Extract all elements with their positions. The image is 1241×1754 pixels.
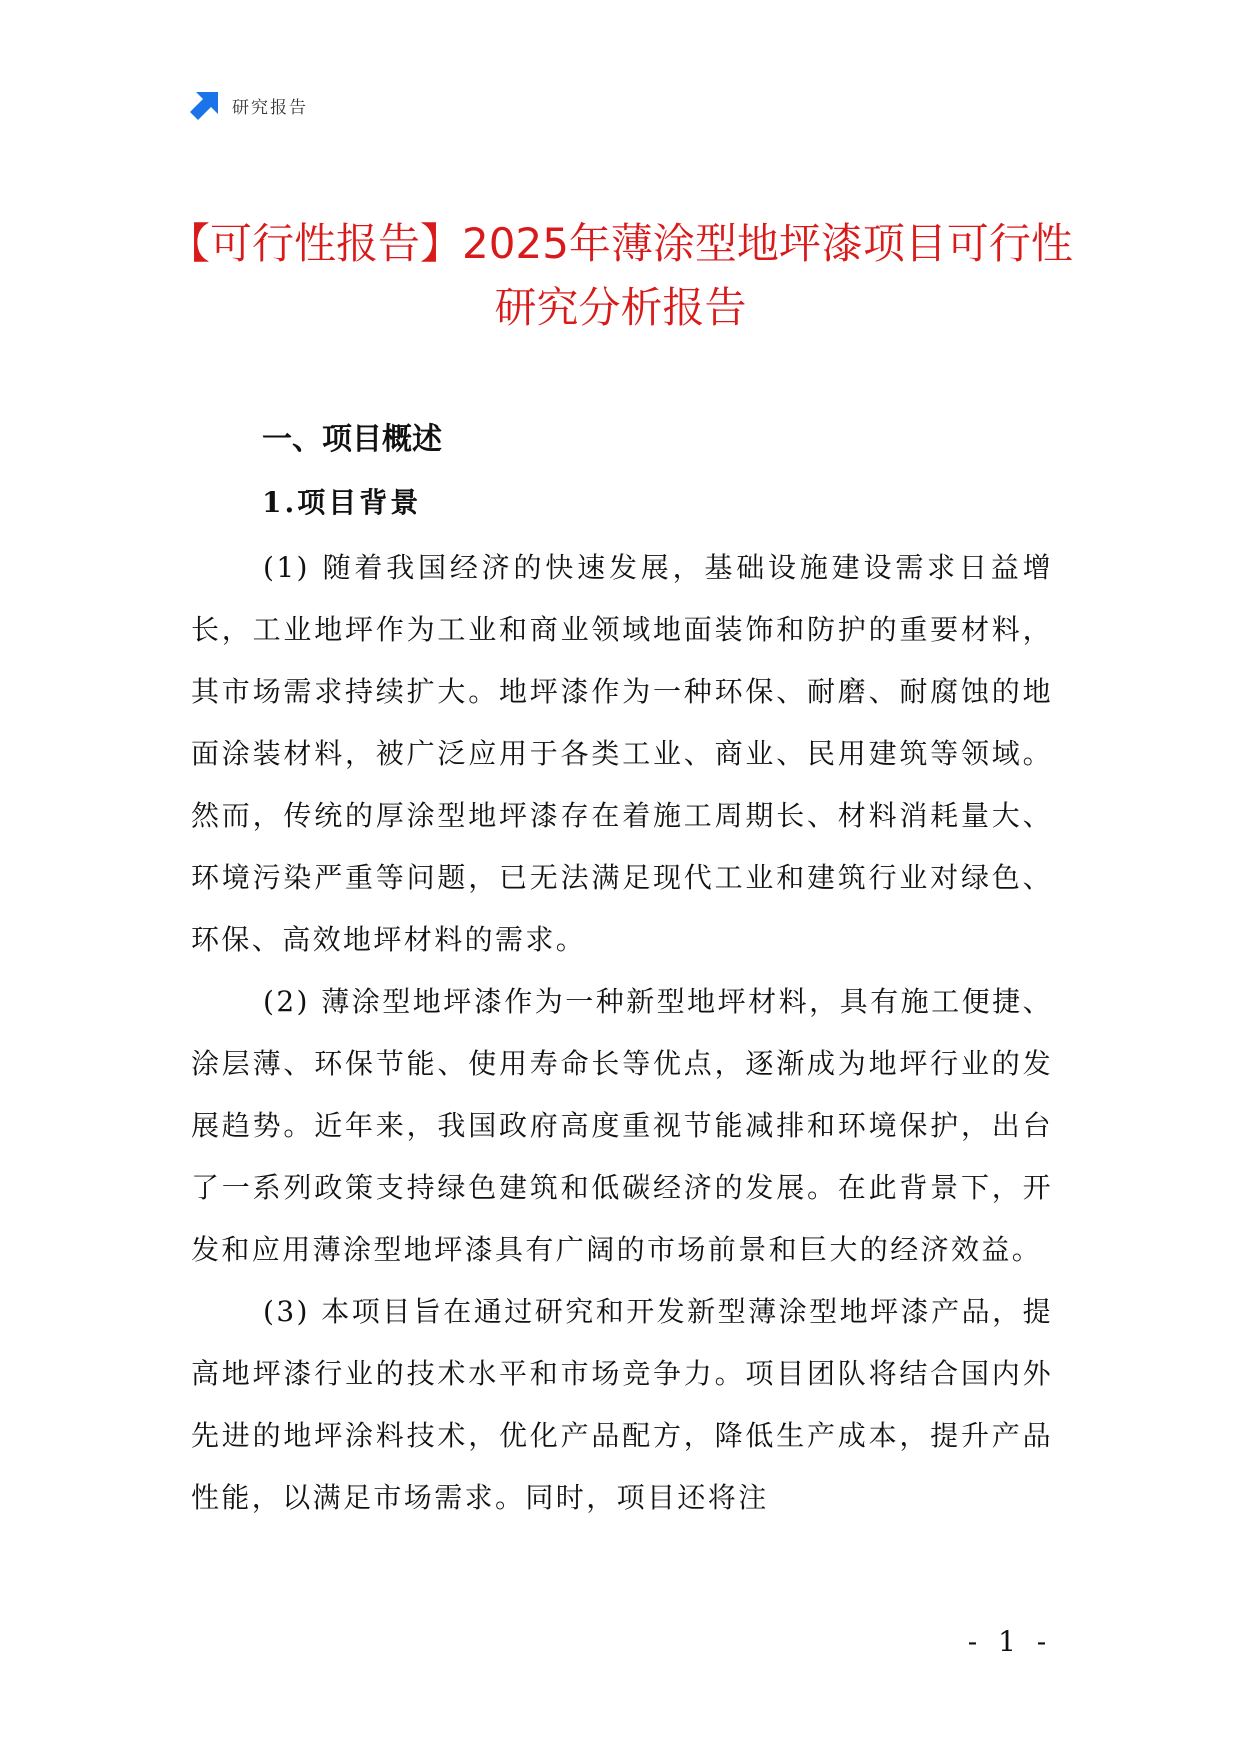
section-heading: 一、项目概述 [262, 422, 442, 457]
sub-heading: 1.项目背景 [262, 486, 422, 519]
paragraph-3: (3) 本项目旨在通过研究和开发新型薄涂型地坪漆产品，提高地坪漆行业的技术水平和市场竞争力。项目团队将结合国内外先进的地坪涂料技术，优化产品配方，降低生产成本，提升产品性能，以满足市场需求。同时，项目还将注 [191, 1295, 1053, 1514]
page-number: - 1 - [967, 1625, 1053, 1658]
paragraph-1: (1) 随着我国经济的快速发展，基础设施建设需求日益增长，工业地坪作为工业和商业领域地面装饰和防护的重要材料，其市场需求持续扩大。地坪漆作为一种环保、耐磨、耐腐蚀的地面涂装材料，被广泛应用于各类工业、商业、民用建筑等领域。然而，传统的厚涂型地坪漆存在着施工周期长、材料消耗量大、环境污染严重等问题，已无法满足现代工业和建筑行业对绿色、环保、高效地坪材料的需求。 [191, 551, 1053, 956]
paragraph-2: (2) 薄涂型地坪漆作为一种新型地坪材料，具有施工便捷、涂层薄、环保节能、使用寿命长等优点，逐渐成为地坪行业的发展趋势。近年来，我国政府高度重视节能减排和环境保护，出台了一系列政策支持绿色建筑和低碳经济的发展。在此背景下，开发和应用薄涂型地坪漆具有广阔的市场前景和巨大的经济效益。 [191, 985, 1053, 1266]
document-title: 【可行性报告】2025年薄涂型地坪漆项目可行性研究分析报告 [168, 219, 1073, 332]
brand-text: 研究报告 [232, 97, 308, 118]
brand-header [190, 90, 308, 120]
arrow-up-right-icon [190, 90, 220, 120]
body-text [191, 537, 1053, 1529]
